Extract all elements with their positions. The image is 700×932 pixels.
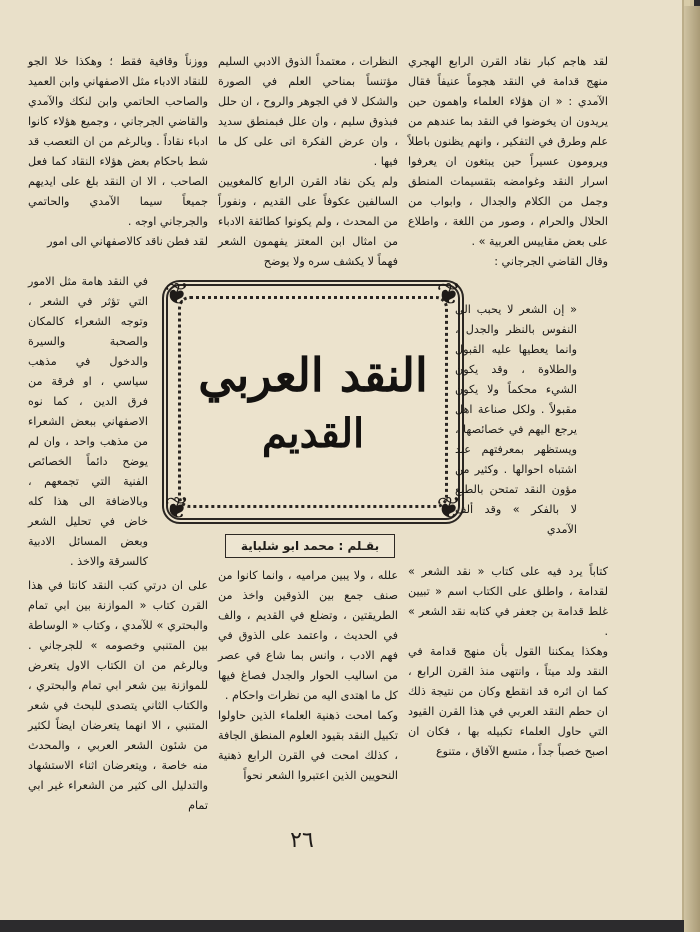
page-number: ٢٦ xyxy=(290,828,314,853)
ornament-icon: ❦ xyxy=(436,491,462,526)
paragraph: ولم يكن نقاد القرن الرابع كالمغويين السالفين عكوفاً على القديم ، ونفوراً من المحدث ، ولم يكونوا كطائفة الادباء من امثال ابن المعتز يفهمون الشعر فهماً لا يكشف سره ولا يوضح xyxy=(218,175,398,268)
text-column-left-bottom xyxy=(28,576,208,816)
text-column-right-wrap xyxy=(455,300,577,540)
paragraph: كتاباً يرد فيه على كتاب « نقد الشعر » لقدامة ، واطلق على الكتاب اسم « تبيين غلط قدامة بن جعفر في كتابه نقد الشعر » . xyxy=(408,565,608,638)
paragraph: على ان درتي كتب النقد كانتا في هذا القرن كتاب « الموازنة بين ابي تمام والبحتري » للآمدي ، وكتاب « الوساطة بين المتنبي وخصومه » للجرجاني . وبالرغم من ان الكتاب الاول يتعرض للموازنة بين شعر ابي تمام والبحتري ، والكتاب الثاني يتصدى للبحث في شعر المتنبي ، الا انهما يتعرضان ايضاً لكثير من شئون الشعر العربي ، والمحدث منه خاصة ، ويتعرضان اثناء الاستشهاد والتدليل الى كثير من الشعراء غير ابي تمام xyxy=(28,579,208,812)
ornament-icon: ❦ xyxy=(164,491,190,526)
paragraph: « إن الشعر لا يحبب الى النفوس بالنظر والجدل ، وانما يعطيها عليه القبول والطلاوة ، وقد يكون الشيء محكماً ولا يكون مقبولاً . ولكل صناعة اهل يرجع اليهم في خصائصها ، ويستظهر بمعرفتهم عند اشتباه احوالها . وكثير من مؤون النقد تمتحن بالطبع لا بالفكر » وقد ألف الآمدي xyxy=(455,303,577,536)
paragraph: ووزناً وقافية فقط ؛ وهكذا خلا الجو للنقاد الادباء مثل الاصفهاني وابن العميد والصاحب الحاتمي وابن لنكك والآمدي والقاضي الجرجاني ، وجميع هؤلاء كانوا ادباء نقاداً . وبالرغم من ان التعصب قد شط باحكام بعض هؤلاء النقاد كما فعل الصاحب ، الا ان النقد بلغ على ايديهم جميعاً سيما الآمدي والحاتمي والجرجاني اوجه . xyxy=(28,55,208,228)
ornament-icon: ❦ xyxy=(164,277,190,312)
paragraph: وكما امحت ذهنية العلماء الذين حاولوا تكبيل النقد بقيود العلوم المنطق الجافة ، كذلك امحت في القرن الرابع ذهنية النحويين الذين اعتبروا الشعر نحواً xyxy=(218,709,398,782)
paragraph: في النقد هامة مثل الامور التي تؤثر في الشعر ، وتوجه الشعراء كالمكان والصحبة والسيرة والدخول في مذهب سياسي ، او فرقة من فرق الدين ، كما نوه الاصفهاني ببعض الشعراء من مذهب واحد ، وان لم يوضح دائماً الخصائص الفنية التي تجمعهم ، وبالاضافة الى هذا كله خاض في تحليل الشعر وبعض المسائل الادبية كالسرقة والاخذ . xyxy=(28,275,148,568)
text-column-left-wrap xyxy=(28,272,148,572)
paragraph: علله ، ولا يبين مراميه ، وانما كانوا من صنف جمع بين الذوقين واخذ من الطريقتين ، وتضلع في القديم ، والف في الحديث ، واعتمد على الذوق في فهم الادب ، وانس بما شاع في عصر من اساليب الحوار والجدل فصاغ فيها كل ما اهتدى اليه من نظرات واحكام . xyxy=(218,569,398,702)
page-edge xyxy=(684,6,700,932)
paragraph: لقد فطن ناقد كالاصفهاني الى امور xyxy=(47,235,208,248)
text-column-right-top xyxy=(408,52,608,272)
paragraph: وقال القاضي الجرجاني : xyxy=(494,255,608,268)
article-title-frame xyxy=(162,277,464,526)
article-title-line1: النقد العربي xyxy=(198,348,428,402)
paragraph: وهكذا يمكننا القول بأن منهج قدامة في النقد ولد ميتاً ، وانتهى منذ القرن الرابع ، كما ان اثره قد انقطع وكان من نتيجة ذلك ان حطم النقد العربي في هذا القرن القيود التي حاول العلماء تكبيله بها ، فكان ان اصبح خصباً جداً ، متسع الآفاق ، متنوع xyxy=(408,645,608,758)
paragraph: النظرات ، معتمداً الذوق الادبي السليم مؤتنساً بمناحي العلم في الصورة والشكل لا في الجوهر والروح ، ان حلل فبذوق سليم ، وان علل فبمنطق سديد ، وان عرض الفكرة اتى على كل ما فيها . xyxy=(218,55,398,168)
ornament-icon: ❦ xyxy=(436,277,462,312)
article-title-line2: القديم xyxy=(261,410,365,457)
text-column-left-top xyxy=(28,52,208,252)
text-column-middle-bottom xyxy=(218,566,398,786)
author-byline: بقـلم : محمد ابو شلباية xyxy=(225,534,395,558)
paragraph: لقد هاجم كبار نقاد القرن الرابع الهجري منهج قدامة في النقد هجوماً عنيفاً فقال الآمدي : « ان هؤلاء العلماء واهمون حين يريدون ان يخوضوا في النقد بما عندهم من علم وطرق في التفكير ، وانهم يظنون باطلاً ويرومون عسيراً حين يبتغون ان يعرفوا اسرار النقد وغوامضه بتقسيمات المنطق وجمل من الكلام والجدال ، وابواب من الحلال والحرام ، وصور من اللغة ، واطلاع على بعض مقاييس العربية » . xyxy=(408,55,608,248)
text-column-middle-top xyxy=(218,52,398,272)
text-column-right-bottom xyxy=(408,562,608,762)
